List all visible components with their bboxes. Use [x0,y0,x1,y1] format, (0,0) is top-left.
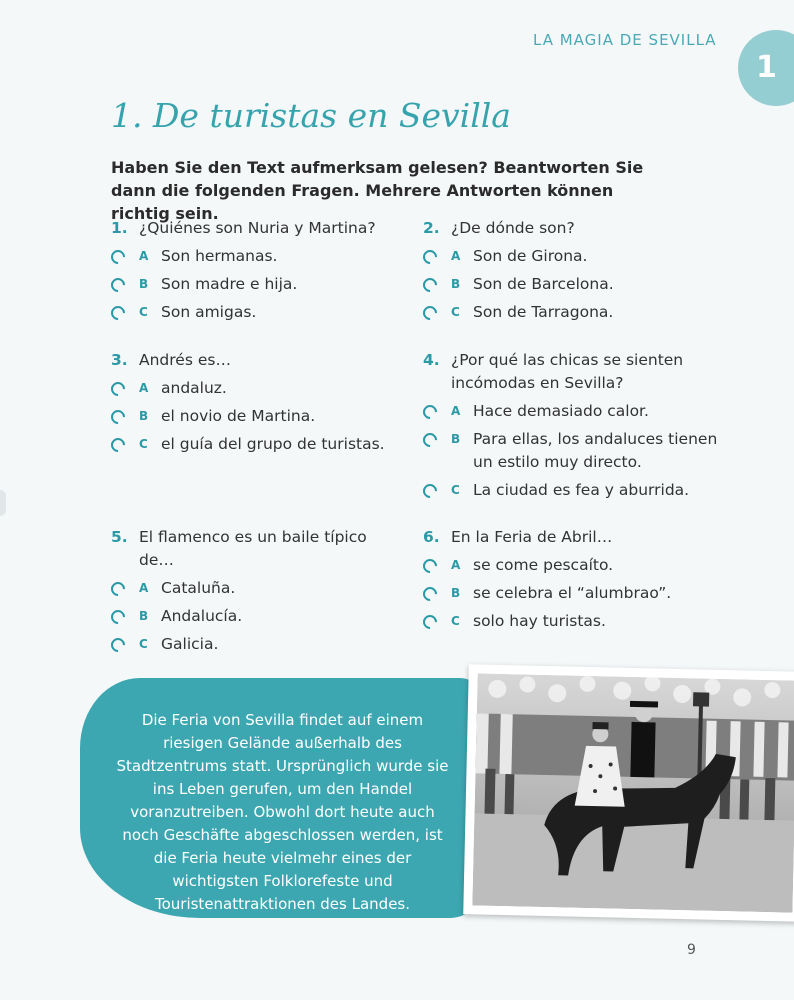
option-letter: C [139,437,148,451]
option-text: solo hay turistas. [473,612,606,630]
feria-photo-image [472,673,794,912]
option-letter: C [451,483,460,497]
question-4 [423,349,723,507]
answer-option[interactable] [423,610,713,633]
option-letter: A [451,558,461,572]
question-number: 2. [423,219,440,237]
option-letter: B [451,277,461,291]
radio-icon[interactable] [420,402,440,422]
option-text: se celebra el “alumbrao”. [473,584,672,602]
chapter-badge: 1 [738,30,794,106]
option-letter: A [139,249,149,263]
option-text: La ciudad es fea y aburrida. [473,481,690,499]
question-5 [111,526,401,661]
radio-icon[interactable] [420,275,440,295]
radio-icon[interactable] [420,303,440,323]
question-number: 6. [423,528,440,546]
question-number: 5. [111,528,128,546]
feria-photo [463,664,794,922]
option-text: Para ellas, los andaluces tienen un estilo muy directo. [473,430,718,471]
question-2 [423,217,713,329]
answer-option[interactable] [111,633,401,656]
option-text: Son madre e hija. [161,275,298,293]
radio-icon[interactable] [108,275,128,295]
option-letter: A [139,381,149,395]
option-letter: B [451,432,461,446]
question-text: El flamenco es un baile típico de… [139,528,367,569]
option-text: andaluz. [161,379,227,397]
option-text: se come pescaíto. [473,556,614,574]
radio-icon[interactable] [108,407,128,427]
radio-icon[interactable] [108,635,128,655]
answer-option[interactable] [111,245,401,268]
question-text: En la Feria de Abril… [451,528,613,546]
radio-icon[interactable] [108,579,128,599]
option-letter: B [139,277,149,291]
page-number: 9 [687,942,696,958]
answer-option[interactable] [423,479,723,502]
option-letter: A [451,249,461,263]
answer-option[interactable] [423,273,713,296]
question-text: ¿De dónde son? [451,219,575,237]
page-title: 1. De turistas en Sevilla [111,96,511,135]
question-number: 1. [111,219,128,237]
answer-option[interactable] [423,301,713,324]
answer-option[interactable] [111,605,401,628]
answer-option[interactable] [111,273,401,296]
question-number: 3. [111,351,128,369]
option-letter: A [451,404,461,418]
answer-option[interactable] [111,301,401,324]
option-text: Son hermanas. [161,247,278,265]
option-text: Son de Girona. [473,247,588,265]
option-text: Andalucía. [161,607,243,625]
running-header: LA MAGIA DE SEVILLA [533,31,717,49]
option-letter: B [139,409,149,423]
question-text: Andrés es… [139,351,231,369]
option-text: Son amigas. [161,303,257,321]
radio-icon[interactable] [420,584,440,604]
option-text: Galicia. [161,635,219,653]
answer-option[interactable] [423,245,713,268]
radio-icon[interactable] [108,247,128,267]
radio-icon[interactable] [420,247,440,267]
radio-icon[interactable] [108,303,128,323]
option-letter: B [451,586,461,600]
question-3 [111,349,401,461]
question-1 [111,217,401,329]
answer-option[interactable] [423,582,713,605]
option-letter: A [139,581,149,595]
answer-option[interactable] [423,428,723,474]
option-text: Son de Tarragona. [473,303,614,321]
answer-option[interactable] [423,554,713,577]
radio-icon[interactable] [420,612,440,632]
page-edge-mark [0,490,6,516]
question-text: ¿Por qué las chicas se sienten incómodas en Sevilla? [451,351,684,392]
option-letter: B [139,609,149,623]
question-text: ¿Quiénes son Nuria y Martina? [139,219,376,237]
radio-icon[interactable] [108,435,128,455]
answer-option[interactable] [111,405,401,428]
question-6 [423,526,713,638]
option-letter: C [451,614,460,628]
info-box-text: Die Feria von Sevilla findet auf einem riesigen Gelände außerhalb des Stadtzentrums statt. Ursprünglich wurde sie ins Leben gerufen, um den Handel voranzutreiben. Obwohl dort heute auch noch Geschäfte abgeschlossen werden, ist die Feria heute vielmehr eines der wichtigsten Folklorefeste und Touristenattraktionen des Landes. [116,711,449,913]
answer-option[interactable] [423,400,723,423]
question-number: 4. [423,351,440,369]
option-text: Hace demasiado calor. [473,402,649,420]
option-letter: C [139,637,148,651]
option-letter: C [139,305,148,319]
answer-option[interactable] [111,577,401,600]
option-text: Son de Barcelona. [473,275,614,293]
option-text: el novio de Martina. [161,407,316,425]
answer-option[interactable] [111,377,401,400]
radio-icon[interactable] [108,379,128,399]
radio-icon[interactable] [108,607,128,627]
radio-icon[interactable] [420,481,440,501]
option-letter: C [451,305,460,319]
instructions: Haben Sie den Text aufmerksam gelesen? Beantworten Sie dann die folgenden Fragen. Mehrere Antworten können richtig sein. [111,158,644,223]
option-text: el guía del grupo de turistas. [161,435,385,453]
radio-icon[interactable] [420,430,440,450]
option-text: Cataluña. [161,579,236,597]
radio-icon[interactable] [420,556,440,576]
answer-option[interactable] [111,433,401,456]
